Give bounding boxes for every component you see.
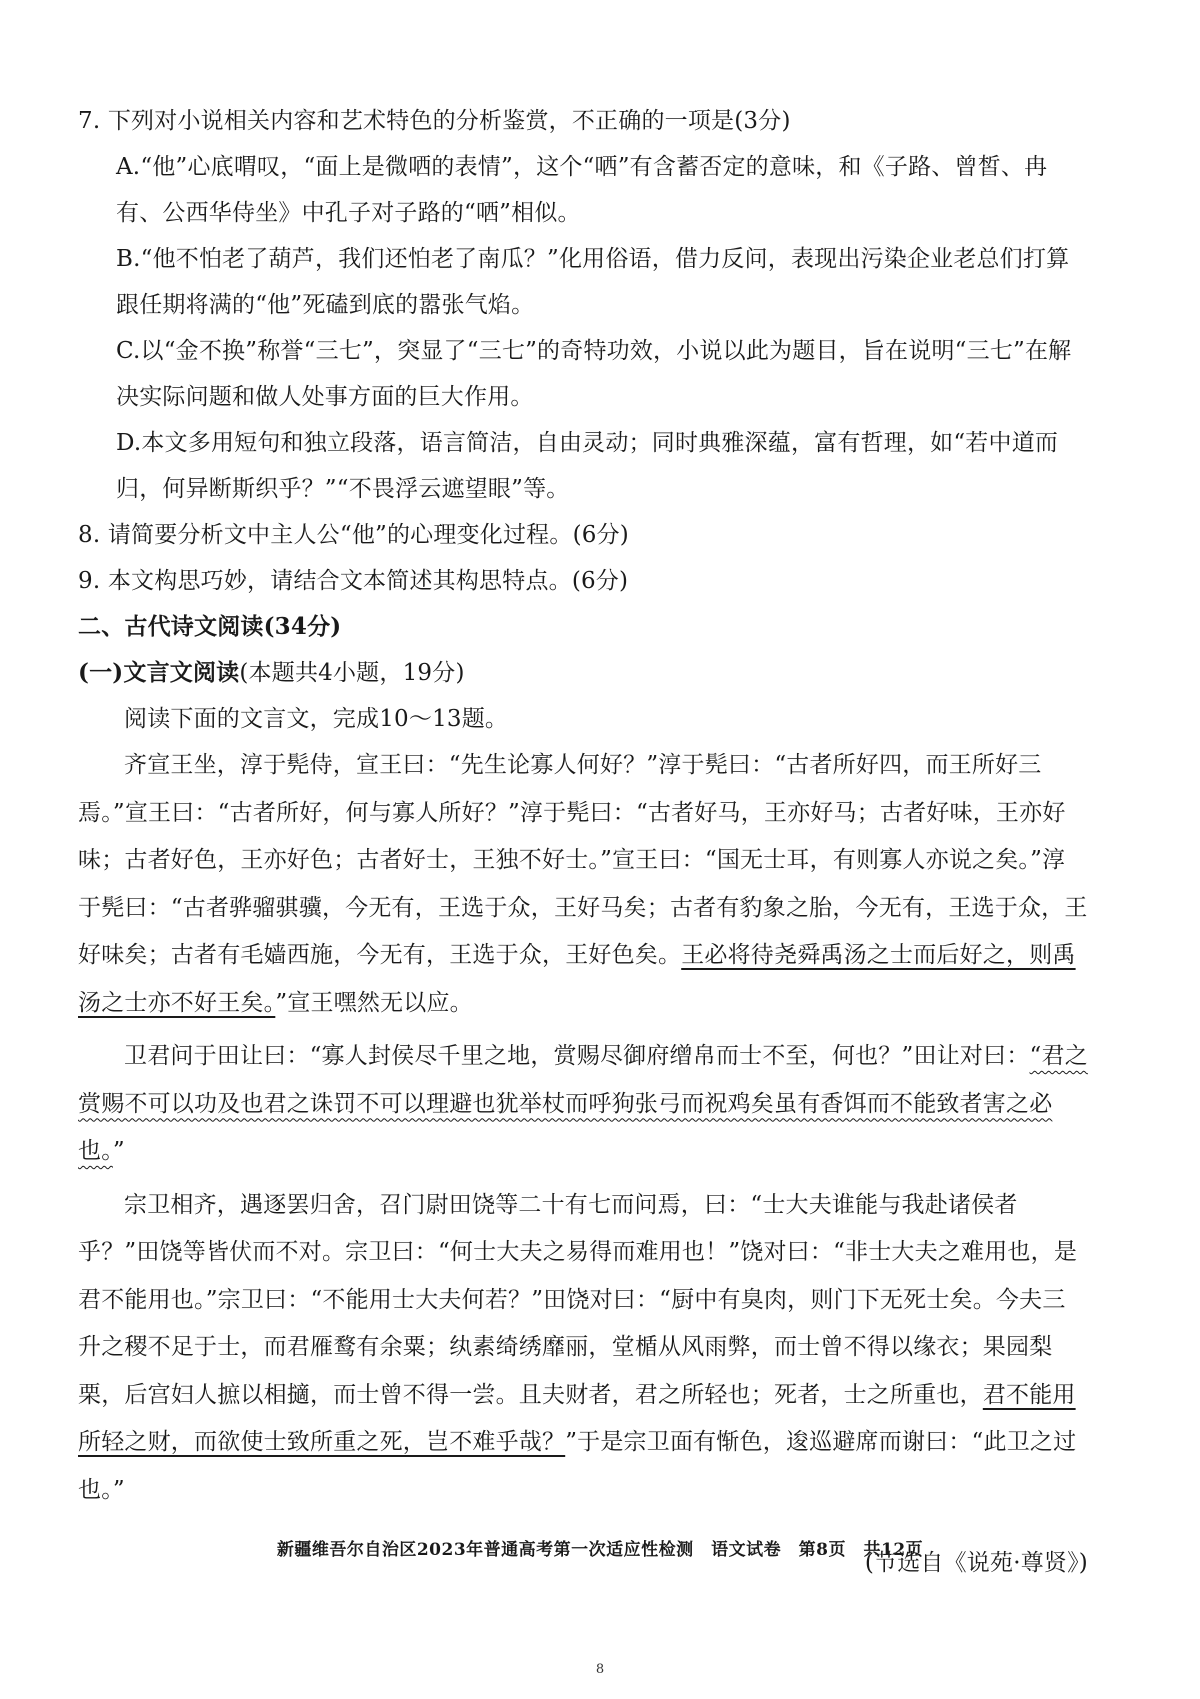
question-8: 8. 请简要分析文中主人公“他”的心理变化过程。(6分): [78, 522, 629, 548]
option-label: C.: [116, 338, 141, 364]
passage-paragraph-1: [78, 742, 1088, 1027]
option-text: 本文多用短句和独立段落，语言简洁，自由灵动；同时典雅深蕴，富有哲理，如“若中道而归，何异断斯织乎？”“不畏浮云遮望眼”等。: [116, 430, 1059, 502]
wavy-underlined-sentence: “君之赏赐不可以功及也君之诛罚不可以理避也犹举杖而呼狗张弓而祝鸡矣虽有香饵而不能致者害之必也。: [78, 1043, 1088, 1164]
underlined-sentence: 王必将待尧舜禹汤之士而后好之，则禹汤之士亦不好王矣。: [78, 942, 1076, 1016]
page-footer: 新疆维吾尔自治区2023年普通高考第一次适应性检测 语文试卷 第8页 共12页: [276, 1540, 924, 1560]
question-9: 9. 本文构思巧妙，请结合文本简述其构思特点。(6分): [78, 568, 629, 594]
passage-paragraph-3: [78, 1182, 1088, 1515]
passage-text: 宗卫相齐，遇逐罢归舍，召门尉田饶等二十有七而问焉，曰：“士大夫谁能与我赴诸侯者乎？”田饶等皆伏而不对。宗卫曰：“何士大夫之易得而难用也！”饶对曰：“非士大夫之难用也，是君不能用也。”宗卫曰：“不能用士大夫何若？”田饶对曰：“厨中有臭肉，则门下无死士矣。今夫三升之稷不足于士，而君雁鹜有余粟；纨素绮绣靡丽，堂楯从风雨弊，而士曾不得以缘衣；果园梨栗，后宫妇人摭以相擿，而士曾不得一尝。且夫财者，君之所轻也；死者，士之所重也，: [78, 1191, 1078, 1408]
subsection-title: [78, 650, 1088, 696]
question-7-option-b: [116, 236, 1088, 328]
question-7-option-a: [116, 144, 1088, 236]
reading-instruction: 阅读下面的文言文，完成10～13题。: [124, 706, 509, 732]
option-label: A.: [116, 154, 141, 180]
page-content: [78, 98, 1088, 1609]
passage-text: 卫君问于田让曰：“寡人封侯尽千里之地，赏赐尽御府缯帛而士不至，何也？”田让对曰：: [124, 1043, 1030, 1069]
option-text: “他”心底喟叹，“面上是微哂的表情”，这个“哂”有含蓄否定的意味，和《子路、曾皙、冉有、公西华侍坐》中孔子对子路的“哂”相似。: [116, 154, 1048, 226]
subsection-note: (本题共4小题，19分): [239, 660, 465, 686]
question-7-option-d: [116, 420, 1088, 512]
passage-text: ”宣王嘿然无以应。: [275, 989, 473, 1016]
question-7-option-c: [116, 328, 1088, 420]
passage-text: ”于是宗卫面有惭色，逡巡避席而谢曰：“此卫之过也。”: [78, 1429, 1077, 1503]
option-label: D.: [116, 430, 142, 456]
passage-paragraph-2: [78, 1033, 1088, 1176]
option-text: “他不怕老了葫芦，我们还怕老了南瓜？”化用俗语，借力反问，表现出污染企业老总们打算跟任期将满的“他”死磕到底的嚣张气焰。: [116, 246, 1070, 318]
section-2-title: 二、古代诗文阅读(34分): [78, 613, 342, 640]
question-7-stem: 7. 下列对小说相关内容和艺术特色的分析鉴赏，不正确的一项是(3分): [78, 108, 791, 134]
passage-text: ”: [112, 1138, 125, 1164]
option-text: 以“金不换”称誉“三七”，突显了“三七”的奇特功效，小说以此为题目，旨在说明“三七”在解决实际问题和做人处事方面的巨大作用。: [116, 338, 1072, 410]
underlined-sentence: 君不能用所轻之财，而欲使士致所重之死，岂不难乎哉？: [78, 1381, 1076, 1455]
page-number: 8: [595, 1662, 605, 1677]
option-label: B.: [116, 246, 141, 272]
subsection-name: (一)文言文阅读: [78, 659, 240, 686]
passage-text: 齐宣王坐，淳于髡侍，宣王曰：“先生论寡人何好？”淳于髡曰：“古者所好四，而王所好三焉。”宣王曰：“古者所好，何与寡人所好？”淳于髡曰：“古者好马，王亦好马；古者好味，王亦好味；古者好色，王亦好色；古者好士，王独不好士。”宣王曰：“国无士耳，有则寡人亦说之矣。”淳于髡曰：“古者骅骝骐骥，今无有，王选于众，王好马矣；古者有豹象之胎，今无有，王选于众，王好味矣；古者有毛嫱西施，今无有，王选于众，王好色矣。: [78, 752, 1088, 968]
passage-source: (节选自《说苑·尊贤》): [864, 1550, 1088, 1576]
